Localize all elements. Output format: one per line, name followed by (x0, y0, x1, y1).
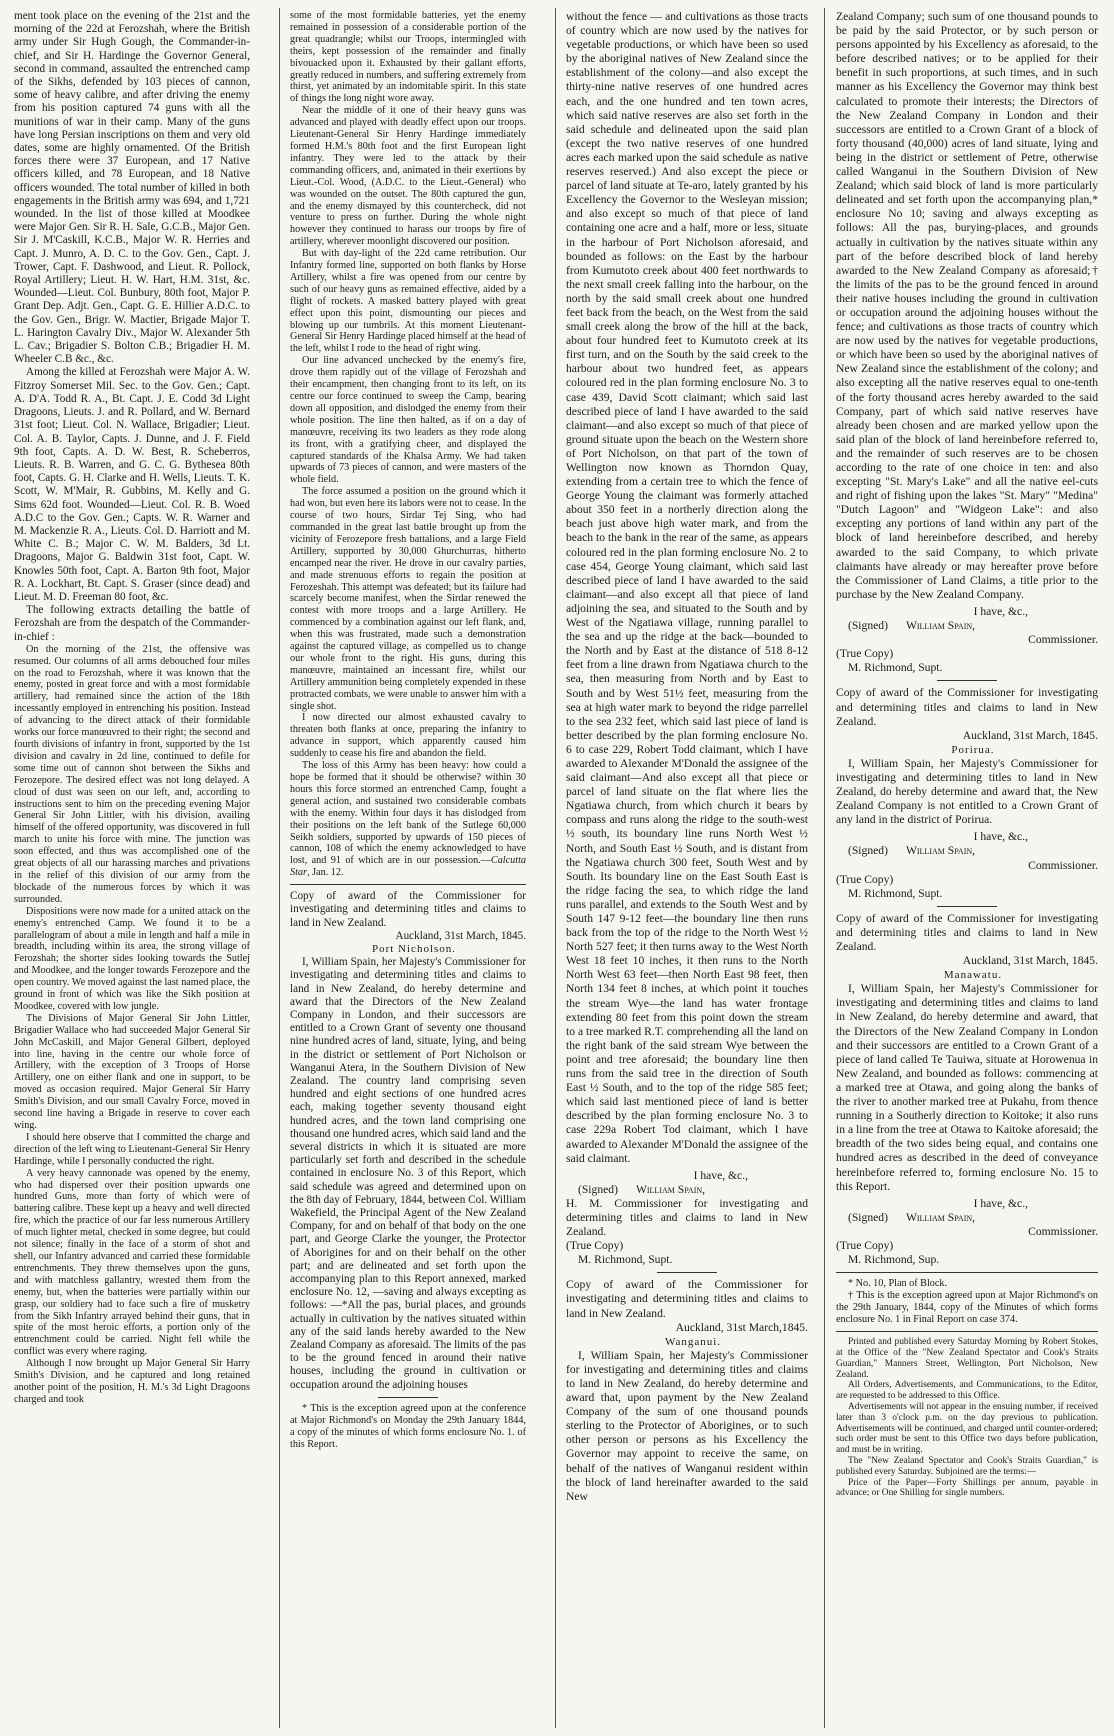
signature-block (836, 830, 1098, 900)
source-name: Calcutta Star (290, 855, 526, 879)
despatch-paragraph: Near the middle of it one of their heavy guns was advanced and played with deadly effect upon our troops. Lieutenant-General Sir Henry Hardinge immediately formed H.M.'s 80th foot and the first European light infantry. They were led to the attack by their commanding officers, and, animated in their exertions by Lieut.-Col. Wood, (A.D.C. to the Lieut.-General) who was wounded on the outset. The 80th captured the gun, and the enemy dismayed by this countercheck, did not venture to press on further. During the whole night however they continued to harass our troops by fire of artillery, wherever moonlight discovered our position. (290, 105, 526, 248)
true-copy-label: (True Copy) (566, 1239, 624, 1253)
footnote-divider (378, 1397, 438, 1398)
signatory-title: Commissioner. (1028, 858, 1098, 872)
column-divider (824, 8, 825, 1728)
despatch-paragraph: Although I now brought up Major General Sir Harry Smith's Division, and he captured and long retained another point of the position, H. M.'s 3d Light Dragoons charged and took (14, 1358, 250, 1405)
award-date: Auckland, 31st March, 1845. (395, 929, 526, 942)
section-divider (937, 680, 997, 681)
article-paragraph: Among the killed at Ferozshah were Major A. W. Fitzroy Somerset Mil. Sec. to the Gov. Gen.; Capt. A. D'A. Todd R. A., Bt. Capt. J. E. Codd 3d Light Dragoons, Lieuts. J. and R. Pollard, and W. Bernard 31st foot; Lieut. Col. N. Wallace, Brigadier; Lieut. Col. A. B. Taylor, Capts. J. Dunne, and J. F. Field 9th foot, Capts. A. D. W. Best, R. Scheberros, Lieuts. R. B. Warren, and G. C. G. Bythesea 80th foot, Capts. G. H. Clarke and H. Wells, Lieuts. T. K. Scott, W. M'Mair, R. Gubbins, M. Kelly and G. Sims 62d foot. Wounded—Lieut. Col. R. B. Woed A.D.C to the Gov. Gen.; Capts. W. R. Warner and M. Mackenzie R. A., Lieuts. Col. D. Harriott and M. White C. B.; Major C. W. M. Balders, 3d Lt. Dragoons, Major G. Baldwin 31st foot, Capt. W. Knowles 50th foot, Capt. A. Barton 9th foot, Major R. A. Lockhart, Bt. Capt. S. Graser (since dead) and Lieut. M. D. Freeman 80 foot, &c. (14, 366, 250, 603)
source-date: , Jan. 12. (306, 867, 344, 879)
sign-off: I have, &c., (973, 604, 1028, 618)
signatory-title: Commissioner. (1028, 1224, 1098, 1238)
printer-imprint: The "New Zealand Spectator and Cook's Straits Guardian," is published every Saturday. Subjoined are the terms:— (836, 1455, 1098, 1477)
sign-off: I have, &c., (973, 1196, 1028, 1210)
signatory-name: William Spain, (635, 1182, 706, 1196)
despatch-paragraph: But with day-light of the 22d came retribution. Our Infantry formed line, supported on both flanks by Horse Artillery, whilst a fire was opened from our centre by such of our heavy guns as remained effective, aided by a flight of rockets. A masked battery played with great effect upon this point, dismounting our pieces and blowing up our tumbrils. At this moment Lieutenant-General Sir Henry Hardinge placed himself at the head of the left, whilst I rode to the head of right wing. (290, 248, 526, 355)
printer-imprint: Price of the Paper—Forty Shillings per annum, payable in advance; or One Shilling for single numbers. (836, 1477, 1098, 1499)
award-place: Wanganui. (664, 1335, 722, 1348)
superintendent-name: M. Richmond, Supt. (578, 1253, 673, 1267)
section-divider (937, 906, 997, 907)
despatch-paragraph: some of the most formidable batteries, yet the enemy remained in possession of a considerable portion of the great quadrangle; whilst our Troops, intermingled with theirs, kept possession of the remainder and finally bivouacked upon it. Exhausted by their gallant efforts, greatly reduced in numbers, and suffering extremely from thirst, yet animated by an indomitable spirit. In this state of things the long night wore away. (290, 10, 526, 105)
signature-block (836, 1197, 1098, 1267)
despatch-paragraph: The force assumed a position on the ground which it had won, but even here its labors were not to cease. In the course of two hours, Sirdar Tej Sing, who had commanded in the great last battle brought up from the vicinity of Ferozepore fresh battalions, and a large Field Artillery, supported by 30,000 Ghurchurras, hitherto encamped near the river. He drove in our cavalry parties, and made strenuous efforts to regain the position at Ferozeshah. This attempt was defeated; but its failure had scarcely become manifest, when the Sirdar renewed the contest with more troops and a large Artillery. He commenced by a combination against our left flank, and, when this was frustrated, made such a demonstration against the captured village, as compelled us to change our whole front to the right. His guns, during this manœuvre, maintained an incessant fire, whilst our Artillery ammunition being completely expended in these protracted combats, we were unable to answer him with a single shot. (290, 486, 526, 712)
superintendent-name: M. Richmond, Supt. (848, 661, 943, 675)
award-body: I, William Spain, her Majesty's Commissioner for investigating and determining titles and claims to land in New Zealand, do hereby determine and award that, upon payment by the New Zealand Company of the sum of one thousand pounds sterling to the Protector of Aborigines, or to such other person or persons as his Excellency the Governor may appoint to receive the same, on behalf of the natives of Wanganui resident within the block of land hereinafter awarded to the said New (566, 1348, 808, 1503)
section-divider (657, 1272, 717, 1273)
award-date: Auckland, 31st March, 1845. (962, 954, 1098, 968)
award-intro: Copy of award of the Commissioner for investigating and determining titles and claims to land in New Zealand. (566, 1278, 808, 1320)
printer-imprint: Advertisements will not appear in the ensuing number, if received later than 3 o'clock p.m. on the day previous to publication. Advertisements will be continued, and charged until counter-ordered; such order must be sent to this Office two days before publication, and must be in writing. (836, 1401, 1098, 1456)
signature-block (836, 605, 1098, 675)
despatch-paragraph: I should here observe that I committed the charge and direction of the left wing to Lieutenant-General Sir Henry Hardinge, while I personally conducted the right. (14, 1131, 250, 1167)
despatch-paragraph: The Divisions of Major General Sir John Littler, Brigadier Wallace who had succeeded Major General Sir John McCaskill, and Major General Gilbert, deployed into line, having in the centre our whole force of Artillery, with the exception of 3 Troops of Horse Artillery, one on either flank and one in support, to be moved as occasion required. Major General Sir Harry Smith's Division, and our small Cavalry Force, moved in second line having a Brigade in reserve to cover each wing. (14, 1012, 250, 1131)
signature-block (566, 1169, 808, 1268)
sign-off: I have, &c., (973, 830, 1028, 844)
true-copy-label: (True Copy) (836, 647, 894, 661)
signatory-name: William Spain, (905, 619, 976, 633)
despatch-paragraph: A very heavy cannonade was opened by the enemy, who had dispersed over their position upwards one hundred Guns, more than forty of which were of battering calibre. These kept up a heavy and well directed fire, which the practice of our far less numerous Artillery of much lighter metal, checked in some degree, but could not silence; finally in the face of a storm of shot and shell, our Infantry advanced and carried these formidable entrenchments. They threw themselves upon the guns, and with matchless gallantry, wrested them from the enemy, but, when the batteries were partially within our grasp, our soldiery had to face such a fire of musketry from the Sikh Infantry arrayed behind their guns, that in spite of the most heroic efforts, a portion only of the entrenchment could be carried. Night fell while the conflict was every where raging. (14, 1167, 250, 1358)
column-2 (290, 10, 526, 1728)
despatch-paragraph: On the morning of the 21st, the offensive was resumed. Our columns of all arms debouched four miles on the road to Ferozshah, where it was known that the enemy, posted in great force and with a most formidable artillery, had remained since the action of the 18th incessantly employed in entrenching his position. Instead of advancing to the direct attack of their formidable works our force manœuvred to their right; the second and fourth divisions of infantry in front, supported by the 1st division and cavalry in 2d line, continued to defile for some time out of cannon shot between the Sikhs and Ferozepore. The desired effect was not long delayed. A cloud of dust was seen on our left, and, according to instructions sent to him on the preceding evening Major General Sir John Littler, with his division, availing himself of the offered opportunity, was discovered in full march to unite his force with mine. The junction was soon effected, and thus was accomplished one of the great objects of all our harassing marches and privations in the relief of this division of our army from the blockade of the numerous forces by which it was surrounded. (14, 643, 250, 905)
true-copy-label: (True Copy) (836, 872, 894, 886)
footnote: * No. 10, Plan of Block. (848, 1278, 948, 1290)
true-copy-label: (True Copy) (836, 1238, 894, 1252)
award-intro: Copy of award of the Commissioner for investigating and determining titles and claims to land in New Zealand. (836, 911, 1098, 953)
printer-imprint: All Orders, Advertisements, and Communications, to the Editor, are requested to be addressed to this Office. (836, 1380, 1098, 1402)
column-4 (836, 10, 1098, 1728)
signatory-name: William Spain, (905, 1210, 976, 1224)
section-divider (290, 884, 526, 885)
award-place: Porirua. (951, 743, 995, 756)
despatch-text: The loss of this Army has been heavy: how could a hope be formed that it should be otherwise? within 30 hours this force stormed an entrenched Camp, fought a general action, and sustained two considerable combats with the enemy. Within four days it has dislodged from their positions on the left bank of the Sutlege 60,000 Seikh soldiers, supported by upwards of 150 pieces of cannon, 108 of which the enemy acknowledged to have lost, and 91 of which are in our possession.— (290, 760, 526, 867)
despatch-paragraph: Our line advanced unchecked by the enemy's fire, drove them rapidly out of the village of Ferozshah and their encampment, then changing front to its left, on its centre our force continued to sweep the Camp, bearing down all opposition, and dislodged the enemy from their whole position. The line then halted, as if on a day of manœuvre, receiving its two leaders as they rode along its front, with a gratifying cheer, and displayed the captured standards of the Khalsa Army. We had taken upwards of 73 pieces of cannon, and were masters of the whole field. (290, 355, 526, 486)
printer-imprint: Printed and published every Saturday Morning by Robert Stokes, at the Office of the "New Zealand Spectator and Cook's Straits Guardian," Manners Street, Wellington, Port Nicholson, New Zealand. (836, 1337, 1098, 1380)
signatory-name: William Spain, (905, 844, 976, 858)
award-date: Auckland, 31st March,1845. (675, 1320, 808, 1334)
signed-label: (Signed) (848, 844, 888, 858)
article-paragraph: ment took place on the evening of the 21st and the morning of the 22d at Ferozshah, where the British army under Sir Hugh Gough, the Commander-in-chief, and Sir H. Hardinge the Governor General, second in command, assaulted the entrenched camp of the Sikhs, defended by 103 pieces of cannon, some of heavy calibre, and after driving the enemy from his position captured 74 guns with all the munitions of war in their camp. Many of the guns have long Persian inscriptions on them and very old dates, some are highly ornamented. Of the British forces there were 37 European, and 17 Native officers killed, and 78 European, and 18 Native officers wounded. The total number of killed in both engagements in the British army was 694, and 1,721 wounded. In the list of those killed at Moodkee were Major Gen. Sir R. H. Sale, G.C.B., Major Gen. Sir J. M'Caskill, K.C.B., Major W. R. Herries and Capt. J. Munro, A. D. C. to the Gov. Gen., Capt. J. Trower, Capt. F. Dashwood, and Lieut. R. Pollock, Royal Artillery; Lieut. H. W. Hart, H.M. 31st, &c. Wounded—Lieut. Col. Bunbury, 80th foot, Major P. Grant Dep. Adjt. Gen., Capt. G. E. Hillier A.D.C. to the Gov. Gen., Brigr. W. Mactier, Brigade Major T. L. Harington Cavalry Div., Major W. Alexander 5th L. Cav.; Brigadier S. Bolton C.B.; Brigadier H. M. Wheeler C.B &c., &c. (14, 10, 250, 366)
award-place: Port Nicholson. (371, 942, 457, 955)
sign-off: I have, &c., (693, 1168, 748, 1182)
award-date: Auckland, 31st March, 1845. (962, 728, 1098, 742)
footnote: † This is the exception agreed upon at Major Richmond's on the 29th January, 1844, copy of the Minutes of which forms enclosure No. 1 in Final Report on case 374. (836, 1290, 1098, 1326)
column-divider (279, 8, 280, 1728)
award-body: I, William Spain, her Majesty's Commissioner for investigating and determining titles and claims to land in New Zealand, do hereby determine and award that the Directors of the New Zealand Company in London, and their successors are entitled to a Crown Grant of seventy one thousand nine hundred acres of land, situate, lying, and being in the district or settlement of Port Nicholson or Wanganui Atera, in the Southern Division of New Zealand. The country land comprising seven hundred and eight sections of one hundred acres each, making together seventy thousand eight hundred acres, and the town land comprising one thousand one hundred acres, which said land and the several districts in which it is situated are more particularly set forth and described in the schedule contained in enclosure No. 3 of this Report, which said schedule was agreed and determined upon on the 8th day of February, 1844, between Col. William Wakefield, the Principal Agent of the New Zealand Company, for and on behalf of that body on the one part, and George Clarke the younger, the Protector of Aborigines for and on their behalf on the other part; and are delineated and set forth upon the accompanying plan to this Report annexed, marked enclosure No. 12, —saving and always excepting as follows: —*All the pas, burial places, and grounds actually in cultivation by the natives situated within any of the said lands hereby awarded to the New Zealand Company as aforesaid. The limits of the pas to be the ground fenced in around their native houses, including the ground in cultivation or occupation around the adjoining houses (290, 956, 526, 1391)
superintendent-name: M. Richmond, Supt. (848, 886, 943, 900)
footnote-divider (836, 1272, 1098, 1273)
award-intro: Copy of award of the Commissioner for investigating and determining titles and claims to land in New Zealand. (290, 890, 526, 929)
superintendent-name: M. Richmond, Sup. (848, 1253, 940, 1267)
despatch-paragraph: I now directed our almost exhausted cavalry to threaten both flanks at once, preparing the infantry to advance in support, which apparently caused him suddenly to cease his fire and abandon the field. (290, 712, 526, 760)
signatory-title: Commissioner. (1028, 633, 1098, 647)
signed-label: (Signed) (848, 619, 888, 633)
award-body: I, William Spain, her Majesty's Commissioner for investigating and determining titles to land in New Zealand, do hereby determine and award that, the New Zealand Company is not entitled to a Crown Grant of any land in the district of Porirua. (836, 756, 1098, 827)
despatch-paragraph: Dispositions were now made for a united attack on the enemy's entrenched Camp. We found it to be a parallelogram of about a mile in length and half a mile in breadth, including within its area, the strong village of Ferozshah; the shorter sides looking towards the Sutlej and Moodkee, and the longer towards Ferozepore and the open country. We moved against the last named place, the ground in front of which was like the Sikh position at Moodkee, covered with low jungle. (14, 905, 250, 1012)
award-body: without the fence — and cultivations as those tracts of country which are now used by the natives for vegetable productions, or which have been so used by the aboriginal natives of New Zealand since the establishment of the colony—and also except the thirty-nine native reserves of one hundred acres each, and the one hundred and ten town acres, which said native reserves are also set forth in the said schedule and delineated upon the said plan (except the two native reserves of one hundred acres each marked upon the said schedule as native reserves reserved.) And also except the piece or parcel of land situate at Te-aro, lately granted by his Excellency the Governor to the Wesleyan mission; and also except so much of that piece of land containing one acre and a half, more or less, situate in the harbour of Port Nicholson aforesaid, and bounded as follows: on the East by the harbour from Kumutoto creek about 400 feet northwards to the next small creek falling into the harbour, on the north by the said small creek about one hundred feet back from the beach, on the West from the said small creek along the brow of the hill at the back, about four hundred feet to Kumutoto creek at its first turn, and on the South by the said creek to the harbour about two hundred feet, as appears coloured red in the plan forming enclosure No. 3 to case 439, David Scott claimant; which said last described piece of land I have awarded to the said claimant—and also except so much of that piece of ground situate upon the beach on the Western shore of Port Nicholson, on that part of the town of Wellington now known as Thorndon Quay, extending from a certain tree to which the fence of George Young the claimant was formerly attached about 350 feet in a northerly direction along the beach just above high water mark, and from the beach to the bank in the rear of the same, as appears coloured red in the plan forming enclosure No. 2 to case 454, George Young claimant, which said last described piece of land I have awarded to the said claimant—and also except all that piece of land adjoining the sea, and situated to the South and by West of the Ngatiawa village, running parallel to the sea and up the ridge at the back—bounded to the North and by East at the distance of 518 8-12 feet from a line drawn from Ngatiawa church to the sea, then measuring from North and by East to South and by West 51½ feet, measuring from the sea at high water mark to beyond the ridge parrellel to the sea 232 feet, which said last piece of land is better described by the plan forming enclosure No. 6 to case 229, Robert Todd claimant, which I have awarded to Alexander M'Donald the assignee of the said claimant—And also except all that piece or parcel of land situate on the flat where lies the Ngatiawa church, from which church it bears by compass and runs along the ridge to the south-west ½ south, its boundary line runs North West ½ North, and South East ½ South, and is distant from the Ngatiawa church 300 feet, South West and by South. Its boundary line on the East South East is the ridge facing the sea, to which ridge the land runs parallel, and extends to the South West and by South 147 9-12 feet—the boundary line then runs back from the top of the ridge to the North West ½ North 527 feet; it then turns away to the West North West 18 feet 10 inches, it then runs to the North North West 63 feet—then North East 98 feet, then North 134 feet 8 inches, at which point it touches the stream Wye—the land has water frontage extending 80 feet from this point down the stream to a tree marked R.T. comprehending all the land on the right bank of the said stream Wye between the point and tree aforesaid; the boundary line then runs from the said tree in the direction of South East ½ South, and to the top of the ridge 585 feet; which said last mentioned piece of land is better described by the plan forming enclosure No. 3 to case 229a Robert Tod claimant, which I have awarded to Alexander M'Donald the assignee of the said claimant. (566, 10, 808, 1165)
column-divider (555, 8, 556, 1728)
signatory-title: H. M. Commissioner for investigating and determining titles and claims to land in New Zealand. (566, 1196, 808, 1239)
footnote: * This is the exception agreed upon at the conference at Major Richmond's on Monday the 29th January 1844, a copy of the minutes of which forms enclosure No. 1. of this Report. (290, 1402, 526, 1450)
column-3 (566, 10, 808, 1728)
award-place: Manawatu. (943, 969, 1003, 982)
signed-label: (Signed) (848, 1210, 888, 1224)
column-1 (14, 10, 250, 1728)
award-body: I, William Spain, her Majesty's Commissioner for investigating and determining titles and claims to land in New Zealand, do hereby determine and award, that the Directors of the New Zealand Company in London and their successors are entitled to a Crown Grant of a piece of land called Te Tauiwa, situate at Horowenua in New Zealand, and bounded as follows: commencing at a marked tree at Otawa, and going along the banks of the river to another marked tree at Pukahu, from thence running in a Southerly direction to Koitoke; it also runs in a line from the tree at Otawa to Kaitoke aforesaid; the breadth of the two sides being equal, and contains one hundred acres as described in the deed of conveyance hereinbefore referred to, forming enclosure No. 15 to this Report. (836, 982, 1098, 1193)
imprint-divider (836, 1331, 1098, 1332)
award-intro: Copy of award of the Commissioner for investigating and determining titles and claims to land in New Zealand. (836, 686, 1098, 728)
article-paragraph: The following extracts detailing the battle of Ferozshah are from the despatch of the Commander-in-chief : (14, 604, 250, 643)
award-body: Zealand Company; such sum of one thousand pounds to be paid by the said Protector, or by such person or persons appointed by his Excellency as aforesaid, to the before described natives; or to be applied for their benefit in such proportions, at such times, and in such manner as his Excellency the Governor may think best calculated to promote their interests; the Directors of the New Zealand Company in London and their successors are entitled to a Crown Grant of a block of forty thousand (40,000) acres of land situate, lying and being in the district or settlement of Petre, otherwise called Wanganui in the Southern Division of New Zealand; which said block of land is more particularly delineated and set forth upon the accompanying plan,* enclosure No 10; saving and always excepting as follows: All the pas, burying-places, and grounds actually in cultivation by the natives situate within any part of the before described block of land hereby awarded to the New Zealand Company as aforesaid;† the limits of the pas to be the ground fenced in around their native houses including the ground in cultivation or occupation around the adjoining houses without the fence; and cultivations as those tracts of country which are now used by the natives for vegetable productions, or which have been so used by the aboriginal natives of New Zealand since the establishment of the colony; and also excepting all the native reserves equal to one-tenth of the forty thousand acres hereby awarded to the said Company, part of which said native reserves have already been chosen and are marked yellow upon the said plan of the block of land hereinbefore referred to, and the remainder of such reserves are to be chosen according to the rate of one choice in ten: and also excepting "St. Mary's Lake" and all the native eel-cuts and right of fishing upon the lakes "St. Mary" "Medina" "Dutch Lagoon" and "Widgeon Lake": and also excepting any portions of land within any part of the block of land hereinbefore described, and hereby awarded to the said Company, to which private claimants have already or may hereafter prove before the Commissioner of Land Claims, a title prior to the purchase by the New Zealand Company. (836, 10, 1098, 601)
signed-label: (Signed) (578, 1182, 618, 1196)
despatch-paragraph (290, 760, 526, 879)
